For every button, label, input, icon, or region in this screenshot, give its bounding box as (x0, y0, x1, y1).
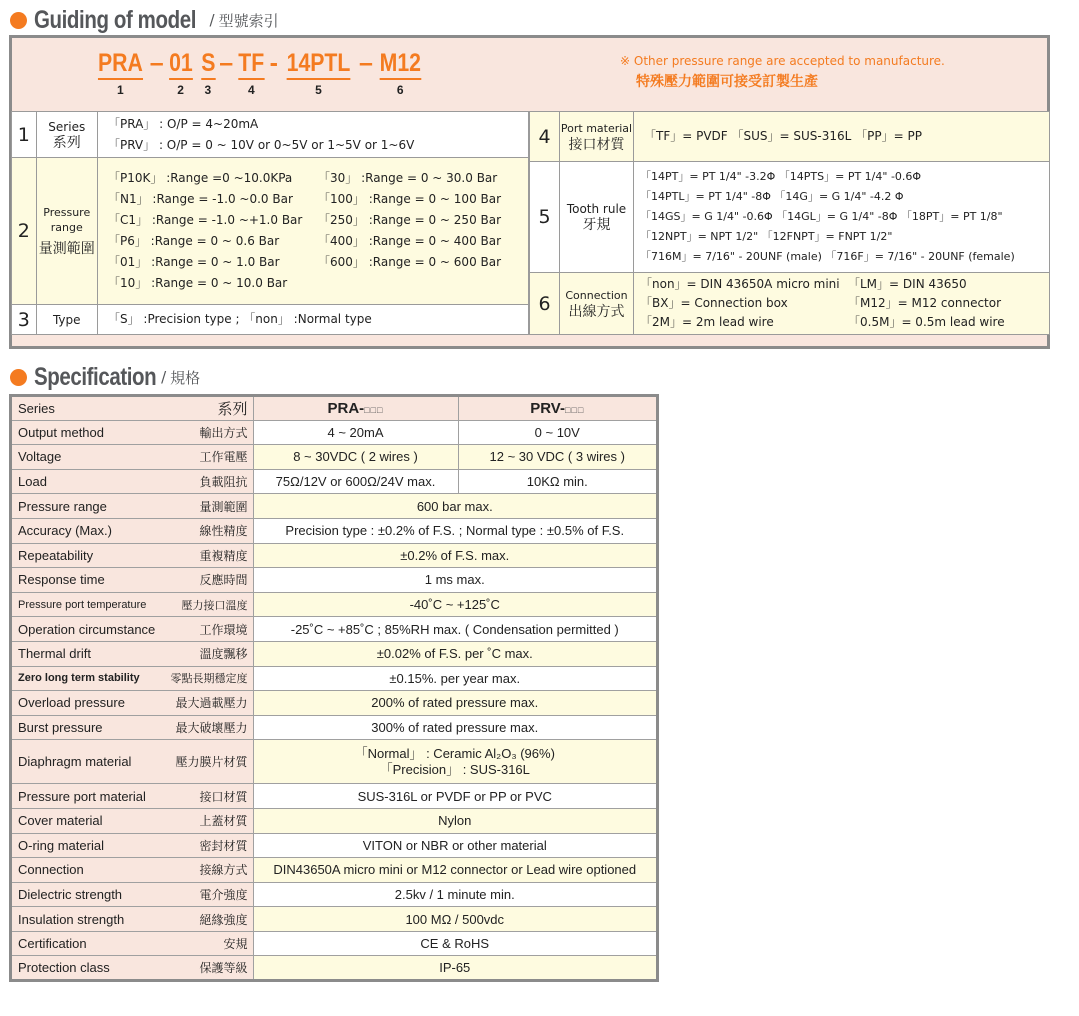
model-segment: S 3 (200, 49, 215, 97)
dash: – (149, 49, 164, 77)
spec-row: Connection 接線方式 DIN43650A micro mini or M12 connector or Lead wire optioned (11, 858, 658, 883)
title-separator: / (209, 11, 215, 29)
model-segment: 01 2 (168, 49, 193, 97)
spec-row: Accuracy (Max.) 線性精度 Precision type : ±0.2% of F.S. ; Normal type : ±0.5% of F.S. (11, 518, 658, 543)
spec-row: Response time 反應時間 1 ms max. (11, 568, 658, 593)
specification-table (9, 394, 659, 982)
guide-section-title (10, 6, 279, 34)
title-separator: / (161, 368, 167, 386)
guide-row-series: 1 Series 系列 「PRA」 : O/P = 4~20mA 「PRV」 : O/P = 0 ~ 10V or 0~5V or 1~5V or 1~6V (12, 112, 529, 158)
guide-table-left (11, 111, 529, 335)
dash: – (359, 49, 373, 77)
spec-row: Dielectric strength 電介強度 2.5kv / 1 minute min. (11, 882, 658, 907)
spec-row: Output method 輸出方式 4 ~ 20mA 0 ~ 10V (11, 420, 658, 445)
model-segment: PRA 1 (97, 49, 143, 97)
spec-row: Diaphragm material 壓力膜片材質 「Normal」 : Ceramic Al₂O₃ (96%) 「Precision」 : SUS-316L (11, 740, 658, 784)
spec-row: Voltage 工作電壓 8 ~ 30VDC ( 2 wires ) 12 ~ 30 VDC ( 3 wires ) (11, 445, 658, 470)
spec-row: Burst pressure 最大破壞壓力 300% of rated pressure max. (11, 715, 658, 740)
spec-row: Zero long term stability 零點長期穩定度 ±0.15%. per year max. (11, 666, 658, 691)
guide-title-zh: 型號索引 (218, 11, 279, 30)
dash: – (219, 49, 234, 77)
guide-row-pressure-range: 2 Pressure range 量測範圍 「P10K」 :Range =0 ~10.0KPa 「N1」 :Range = -1.0 ~0.0 Bar 「C1」 :Range = -1.0 ~+1.0 Bar 「P6」 :Range = 0 ~ 0.6 Bar 「01」 :Range = 0 ~ 1.0 Bar 「10」 :Range = 0 ~ 10.0 Bar 「30」 :Range = 0 ~ 30.0 Bar 「100」 :Range = 0 ~ 100 Bar 「250」 :Range = 0 ~ 250 Bar 「400」 :Range = 0 ~ 400 Bar 「600」 :Range = 0 ~ 600 Bar (12, 158, 529, 305)
spec-row: O-ring material 密封材質 VITON or NBR or other material (11, 833, 658, 858)
spec-title-zh: 規格 (170, 368, 201, 387)
model-segment: 14PTL 5 (286, 49, 351, 97)
model-code-example (94, 48, 425, 97)
note-zh: 特殊壓力範圍可接受訂製生產 (636, 74, 818, 90)
spec-row: Protection class 保護等級 IP-65 (11, 956, 658, 981)
spec-row: Insulation strength 絕緣強度 100 MΩ / 500vdc (11, 907, 658, 932)
guide-row-tooth-rule: 5 Tooth rule 牙規 「14PT」= PT 1/4" -3.2Φ 「14PTS」= PT 1/4" -0.6Φ 「14PTL」= PT 1/4" -8Φ 「14G」= G 1/4" -4.2 Φ 「14GS」= G 1/4" -0.6Φ 「14GL」= G 1/4" -8Φ 「18PT」= PT 1/8" 「12NPT」= NPT 1/2" 「12FNPT」= FNPT 1/2" 「716M」= 7/16" - 20UNF (male) 「716F」= 7/16" - 20UNF (female) (530, 162, 1050, 273)
spec-row: Pressure port temperature 壓力接口溫度 -40˚C ~ +125˚C (11, 592, 658, 617)
bullet-dot-icon (10, 369, 27, 386)
spec-row: Overload pressure 最大過載壓力 200% of rated pressure max. (11, 691, 658, 716)
spec-row: Load 負載阻抗 75Ω/12V or 600Ω/24V max. 10KΩ min. (11, 469, 658, 494)
spec-row: Thermal drift 溫度飄移 ±0.02% of F.S. per ˚C max. (11, 641, 658, 666)
guide-row-type: 3 Type 「S」 :Precision type ; 「non」 :Normal type (12, 305, 529, 335)
guide-row-connection: 6 Connection 出線方式 「non」= DIN 43650A micro mini 「BX」= Connection box 「2M」= 2m lead wire 「LM」= DIN 43650 「M12」= M12 connector 「0.5M」= 0.5m lead wire (530, 273, 1050, 335)
spec-row: Pressure range 量測範圍 600 bar max. (11, 494, 658, 519)
guide-row-port-material: 4 Port material 接口材質 「TF」= PVDF 「SUS」= SUS-316L 「PP」= PP (530, 112, 1050, 162)
spec-row: Cover material 上蓋材質 Nylon (11, 808, 658, 833)
guide-table-right (529, 111, 1050, 335)
guide-title-en: Guiding of model (34, 5, 196, 34)
spec-section-title (10, 363, 200, 391)
model-guide-box (9, 35, 1050, 349)
spec-row: Pressure port material 接口材質 SUS-316L or PVDF or PP or PVC (11, 784, 658, 809)
spec-header-row: Series 系列 PRA-□□□ PRV-□□□ (11, 396, 658, 421)
bullet-dot-icon (10, 12, 27, 29)
spec-row: Certification 安規 CE & RoHS (11, 931, 658, 956)
custom-range-note (620, 54, 945, 91)
model-segment: M12 6 (379, 49, 421, 97)
dash: - (269, 49, 278, 77)
note-en: ※ Other pressure range are accepted to manufacture. (620, 54, 945, 68)
spec-row: Repeatability 重複精度 ±0.2% of F.S. max. (11, 543, 658, 568)
spec-title-en: Specification (34, 362, 157, 391)
model-segment: TF 4 (238, 49, 265, 97)
spec-row: Operation circumstance 工作環境 -25˚C ~ +85˚C ; 85%RH max. ( Condensation permitted ) (11, 617, 658, 642)
